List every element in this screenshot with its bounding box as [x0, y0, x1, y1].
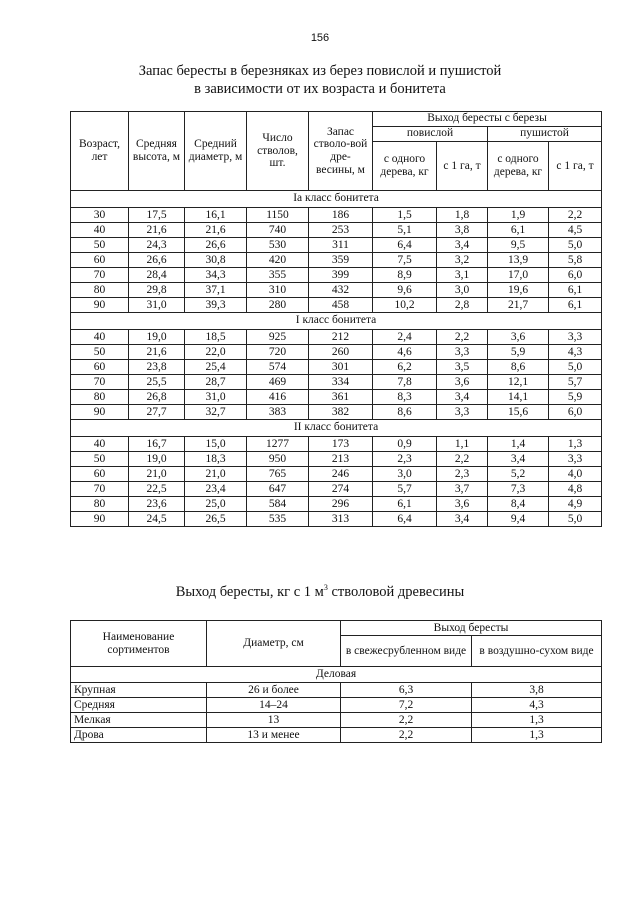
table-cell: 90: [71, 405, 129, 420]
table-cell: 5,0: [549, 512, 602, 527]
table-cell: 740: [247, 223, 309, 238]
table-cell: 420: [247, 253, 309, 268]
table-row: [71, 298, 602, 313]
table-cell: 21,6: [129, 223, 185, 238]
table-cell: 3,4: [437, 512, 488, 527]
table2-title-tail: стволовой древесины: [327, 584, 465, 600]
table-cell: 6,4: [373, 238, 437, 253]
table-cell: 8,3: [373, 390, 437, 405]
table-cell: 535: [247, 512, 309, 527]
table-cell: 25,4: [185, 360, 247, 375]
table1-body: [71, 191, 602, 527]
table-cell: 3,3: [437, 345, 488, 360]
table-cell: 60: [71, 467, 129, 482]
table-row: [71, 482, 602, 497]
header-pubescens: пушистой: [488, 127, 602, 142]
table-cell: 4,3: [472, 698, 602, 713]
table-cell: 30: [71, 208, 129, 223]
table-row: [71, 467, 602, 482]
table-cell: 9,6: [373, 283, 437, 298]
table-cell: 21,6: [185, 223, 247, 238]
table2-title-main: Выход бересты, кг с 1 м: [175, 584, 324, 600]
table-cell: 310: [247, 283, 309, 298]
table-cell: 27,7: [129, 405, 185, 420]
table-cell: 21,7: [488, 298, 549, 313]
table-row: [71, 683, 602, 698]
table-cell: 4,9: [549, 497, 602, 512]
table-cell: 2,8: [437, 298, 488, 313]
table-cell: 3,0: [373, 467, 437, 482]
table-cell: 8,6: [488, 360, 549, 375]
table-cell: 173: [309, 437, 373, 452]
table-cell: Средняя: [71, 698, 207, 713]
table-cell: Крупная: [71, 683, 207, 698]
table-cell: 22,5: [129, 482, 185, 497]
table-cell: 7,5: [373, 253, 437, 268]
section-row: [71, 191, 602, 208]
table-cell: 720: [247, 345, 309, 360]
table-cell: 6,0: [549, 268, 602, 283]
table-cell: 5,0: [549, 238, 602, 253]
table-cell: 5,1: [373, 223, 437, 238]
table-cell: 3,4: [488, 452, 549, 467]
table-cell: 14–24: [207, 698, 341, 713]
table-cell: 212: [309, 330, 373, 345]
table-cell: 24,3: [129, 238, 185, 253]
table-cell: 260: [309, 345, 373, 360]
table-cell: 213: [309, 452, 373, 467]
table-cell: 3,5: [437, 360, 488, 375]
table-cell: 432: [309, 283, 373, 298]
table-cell: 8,4: [488, 497, 549, 512]
table-cell: 5,7: [549, 375, 602, 390]
table-cell: 70: [71, 268, 129, 283]
table-cell: 355: [247, 268, 309, 283]
table-cell: 280: [247, 298, 309, 313]
table-cell: 18,5: [185, 330, 247, 345]
table-row: [71, 437, 602, 452]
table-cell: 19,0: [129, 330, 185, 345]
table-cell: 17,0: [488, 268, 549, 283]
table-cell: 765: [247, 467, 309, 482]
table-row: [71, 253, 602, 268]
table-cell: 21,0: [129, 467, 185, 482]
table-cell: Дрова: [71, 728, 207, 743]
birch-bark-stock-table: [70, 111, 602, 527]
table-cell: 17,5: [129, 208, 185, 223]
table-row: [71, 512, 602, 527]
table-cell: 39,3: [185, 298, 247, 313]
table-cell: 23,4: [185, 482, 247, 497]
table-cell: 14,1: [488, 390, 549, 405]
table-cell: 13: [207, 713, 341, 728]
table-cell: 9,5: [488, 238, 549, 253]
table-cell: 16,1: [185, 208, 247, 223]
table-cell: 3,3: [549, 330, 602, 345]
table-cell: 12,1: [488, 375, 549, 390]
table-cell: 90: [71, 512, 129, 527]
table-cell: 22,0: [185, 345, 247, 360]
table-cell: 60: [71, 253, 129, 268]
table-cell: 13,9: [488, 253, 549, 268]
table-cell: 37,1: [185, 283, 247, 298]
table-row: [71, 268, 602, 283]
table-cell: 60: [71, 360, 129, 375]
table-cell: 40: [71, 437, 129, 452]
table-cell: 23,8: [129, 360, 185, 375]
table-cell: 3,6: [437, 497, 488, 512]
table-cell: 1,5: [373, 208, 437, 223]
table-cell: 2,2: [341, 728, 472, 743]
table-cell: 950: [247, 452, 309, 467]
table-cell: 313: [309, 512, 373, 527]
table-row: [71, 713, 602, 728]
table-cell: 26,8: [129, 390, 185, 405]
table-row: [71, 728, 602, 743]
table-cell: 647: [247, 482, 309, 497]
table-cell: 26 и более: [207, 683, 341, 698]
table-cell: 1,3: [549, 437, 602, 452]
table-row: [71, 390, 602, 405]
table-cell: 32,7: [185, 405, 247, 420]
table-row: [71, 497, 602, 512]
table-cell: 416: [247, 390, 309, 405]
table-cell: 530: [247, 238, 309, 253]
header-diameter-cm: Диаметр, см: [207, 621, 341, 667]
section-label: Iа класс бонитета: [71, 191, 602, 208]
table-cell: 3,6: [488, 330, 549, 345]
table-cell: 2,2: [437, 330, 488, 345]
table-cell: 3,8: [437, 223, 488, 238]
table-cell: 4,8: [549, 482, 602, 497]
table-cell: 5,9: [549, 390, 602, 405]
table-cell: 361: [309, 390, 373, 405]
table-cell: 246: [309, 467, 373, 482]
header-stock: Запас стволо-вой дре-весины, м: [309, 112, 373, 191]
table-cell: 4,6: [373, 345, 437, 360]
table-cell: 50: [71, 452, 129, 467]
header-pendula-per-tree: с одного дерева, кг: [373, 142, 437, 191]
table-cell: 10,2: [373, 298, 437, 313]
table1-title: [0, 62, 640, 98]
table-cell: 7,2: [341, 698, 472, 713]
table-row: [71, 405, 602, 420]
table-cell: 1,4: [488, 437, 549, 452]
table-cell: 25,0: [185, 497, 247, 512]
table-cell: 3,0: [437, 283, 488, 298]
table-cell: 301: [309, 360, 373, 375]
table-cell: 26,6: [129, 253, 185, 268]
header-output: Выход бересты с березы: [373, 112, 602, 127]
table-cell: 13 и менее: [207, 728, 341, 743]
table-cell: 1,8: [437, 208, 488, 223]
table-cell: 6,0: [549, 405, 602, 420]
table-cell: 359: [309, 253, 373, 268]
table-cell: 6,1: [373, 497, 437, 512]
table-cell: 458: [309, 298, 373, 313]
table-row: [71, 345, 602, 360]
bark-output-table: [70, 620, 602, 743]
table-cell: 23,6: [129, 497, 185, 512]
table2-title: [0, 583, 640, 601]
table-row: [71, 330, 602, 345]
table-cell: 15,0: [185, 437, 247, 452]
table-cell: 6,1: [488, 223, 549, 238]
table-cell: 2,4: [373, 330, 437, 345]
table-cell: 26,5: [185, 512, 247, 527]
table-cell: 29,8: [129, 283, 185, 298]
table-row: [71, 375, 602, 390]
table-cell: 334: [309, 375, 373, 390]
table-cell: 6,2: [373, 360, 437, 375]
table-cell: 3,6: [437, 375, 488, 390]
table-cell: 28,4: [129, 268, 185, 283]
table-cell: 7,8: [373, 375, 437, 390]
header-age: Возраст, лет: [71, 112, 129, 191]
section-label: I класс бонитета: [71, 313, 602, 330]
table-cell: 50: [71, 345, 129, 360]
table-cell: 2,2: [549, 208, 602, 223]
table-cell: 1277: [247, 437, 309, 452]
table-cell: 253: [309, 223, 373, 238]
header-pendula-per-ha: с 1 га, т: [437, 142, 488, 191]
header-pubescens-per-ha: с 1 га, т: [549, 142, 602, 191]
table-cell: 3,4: [437, 390, 488, 405]
header-bark-output: Выход бересты: [341, 621, 602, 636]
table-cell: 1,3: [472, 713, 602, 728]
table-cell: 40: [71, 330, 129, 345]
table-cell: 34,3: [185, 268, 247, 283]
table-cell: 3,7: [437, 482, 488, 497]
table-cell: 70: [71, 375, 129, 390]
table-cell: 80: [71, 283, 129, 298]
table-cell: 2,2: [341, 713, 472, 728]
header-pubescens-per-tree: с одного дерева, кг: [488, 142, 549, 191]
header-trunks: Число стволов, шт.: [247, 112, 309, 191]
table-cell: 1150: [247, 208, 309, 223]
table-cell: 3,4: [437, 238, 488, 253]
table-cell: 8,9: [373, 268, 437, 283]
table-cell: 6,1: [549, 283, 602, 298]
table-cell: 399: [309, 268, 373, 283]
header-dry: в воздушно-сухом виде: [472, 636, 602, 667]
table-cell: 6,3: [341, 683, 472, 698]
table-cell: 8,6: [373, 405, 437, 420]
table-cell: 382: [309, 405, 373, 420]
header-pendula: повислой: [373, 127, 488, 142]
table-cell: 30,8: [185, 253, 247, 268]
table-cell: 2,3: [373, 452, 437, 467]
table-cell: 4,5: [549, 223, 602, 238]
table-cell: 19,6: [488, 283, 549, 298]
table-cell: 311: [309, 238, 373, 253]
table-cell: 296: [309, 497, 373, 512]
table-cell: 5,9: [488, 345, 549, 360]
table-cell: 15,6: [488, 405, 549, 420]
table-cell: 1,3: [472, 728, 602, 743]
table-row: [71, 283, 602, 298]
table-cell: 5,0: [549, 360, 602, 375]
table-cell: 2,2: [437, 452, 488, 467]
table-cell: 21,0: [185, 467, 247, 482]
table-cell: 31,0: [185, 390, 247, 405]
header-name: Наименование сортиментов: [71, 621, 207, 667]
table-cell: 3,3: [437, 405, 488, 420]
table-cell: 3,8: [472, 683, 602, 698]
table-cell: 3,3: [549, 452, 602, 467]
table-cell: 5,8: [549, 253, 602, 268]
table-cell: 5,7: [373, 482, 437, 497]
table-cell: 584: [247, 497, 309, 512]
table-cell: 24,5: [129, 512, 185, 527]
table2-title-sup: 3: [323, 583, 328, 593]
table-cell: 4,3: [549, 345, 602, 360]
table-cell: 25,5: [129, 375, 185, 390]
table-cell: 26,6: [185, 238, 247, 253]
table-cell: 9,4: [488, 512, 549, 527]
table1-title-line2: в зависимости от их возраста и бонитета: [194, 81, 446, 97]
table1-title-line1: Запас бересты в березняках из берез повислой и пушистой: [138, 63, 502, 79]
table-row: [71, 698, 602, 713]
table-cell: 31,0: [129, 298, 185, 313]
table-cell: 574: [247, 360, 309, 375]
table-cell: 3,2: [437, 253, 488, 268]
table-cell: 3,1: [437, 268, 488, 283]
table-cell: 2,3: [437, 467, 488, 482]
table-cell: 80: [71, 390, 129, 405]
table-cell: 186: [309, 208, 373, 223]
table-cell: 50: [71, 238, 129, 253]
table-cell: 5,2: [488, 467, 549, 482]
table-cell: 7,3: [488, 482, 549, 497]
table-cell: 28,7: [185, 375, 247, 390]
page-number: 156: [310, 32, 330, 44]
table-cell: 21,6: [129, 345, 185, 360]
table-cell: 383: [247, 405, 309, 420]
section-label: II класс бонитета: [71, 420, 602, 437]
table-cell: 1,1: [437, 437, 488, 452]
table-cell: 18,3: [185, 452, 247, 467]
table-cell: 6,4: [373, 512, 437, 527]
table-cell: 90: [71, 298, 129, 313]
table-cell: 70: [71, 482, 129, 497]
section-row: [71, 420, 602, 437]
table-cell: 0,9: [373, 437, 437, 452]
table-cell: 6,1: [549, 298, 602, 313]
table-row: [71, 360, 602, 375]
table-row: [71, 238, 602, 253]
table-cell: 19,0: [129, 452, 185, 467]
table2-body: [71, 683, 602, 743]
table-cell: 1,9: [488, 208, 549, 223]
table-cell: 274: [309, 482, 373, 497]
header-fresh: в свежесрубленном виде: [341, 636, 472, 667]
header-diameter: Средний диаметр, м: [185, 112, 247, 191]
section-label: Деловая: [71, 667, 602, 683]
table-row: [71, 223, 602, 238]
header-height: Средняя высота, м: [129, 112, 185, 191]
table-cell: 80: [71, 497, 129, 512]
table-cell: Мелкая: [71, 713, 207, 728]
table-row: [71, 208, 602, 223]
table-cell: 16,7: [129, 437, 185, 452]
section-row: [71, 313, 602, 330]
table-cell: 925: [247, 330, 309, 345]
table-cell: 469: [247, 375, 309, 390]
table-row: [71, 452, 602, 467]
table-cell: 40: [71, 223, 129, 238]
table-cell: 4,0: [549, 467, 602, 482]
